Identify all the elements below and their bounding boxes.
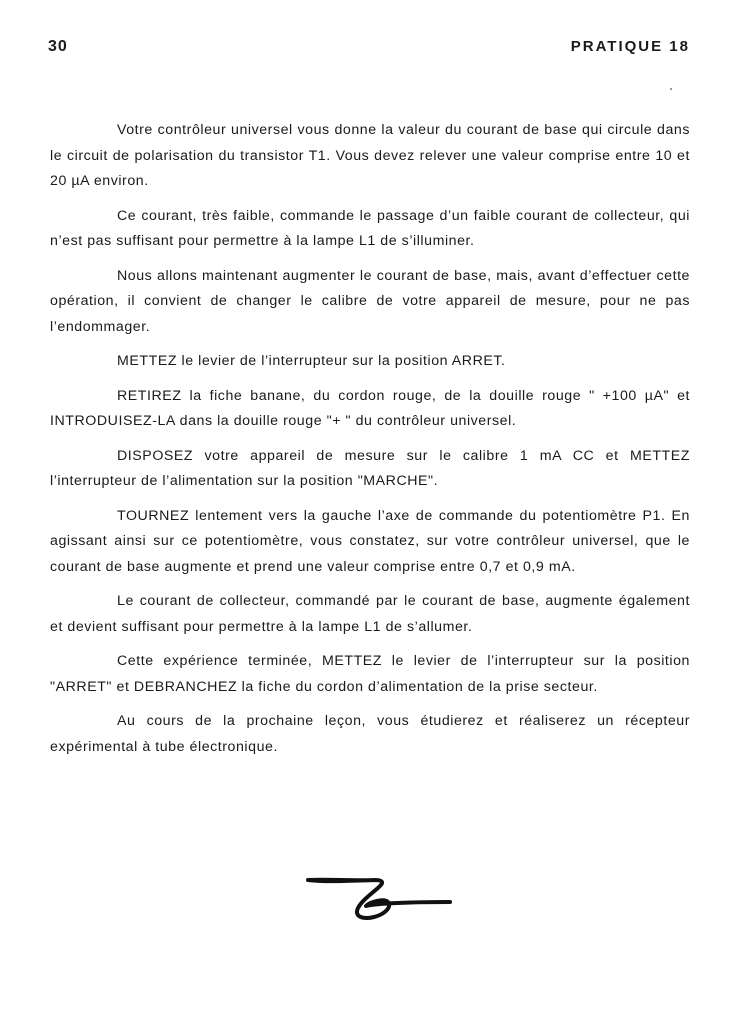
paragraph-experiment-end: Cette expérience terminée, METTEZ le levier de l’interrupteur sur la position "ARRET" et DEBRANCHEZ la fiche du cordon d’alimentation de la prise secteur. [50, 653, 690, 695]
running-title: PRATIQUE 18 [570, 38, 690, 55]
paragraph-lamp-lights: Le courant de collecteur, commandé par le courant de base, augmente également et devient suffisant pour permettre à la lampe L1 de s’allumer. [50, 593, 690, 635]
paragraph-next-lesson: Au cours de la prochaine leçon, vous étudierez et réaliserez un récepteur expérimental à tube électronique. [50, 713, 690, 755]
paragraph-base-current: Votre contrôleur universel vous donne la valeur du courant de base qui circule dans le circuit de polarisation du transistor T1. Vous devez relever une valeur comprise entre 10 et 20 µA environ. [50, 122, 690, 189]
page-number: 30 [48, 38, 68, 55]
paragraph-collector-current: Ce courant, très faible, commande le passage d’un faible courant de collecteur, qui n’est pas suffisant pour permettre à la lampe L1 de s’illuminer. [50, 207, 690, 249]
paragraph-switch-off: METTEZ le levier de l’interrupteur sur la position ARRET. [117, 353, 506, 369]
paragraph-set-range: DISPOSEZ votre appareil de mesure sur le calibre 1 mA CC et METTEZ l’interrupteur de l’alimentation sur la position "MARCHE". [50, 447, 690, 489]
scan-speck [670, 88, 672, 90]
paragraph-turn-potentiometer: TOURNEZ lentement vers la gauche l’axe de commande du potentiomètre P1. En agissant ainsi sur ce potentiomètre, vous constatez, sur votre contrôleur universel, que le courant de base augmente et prend une valeur comprise entre 0,7 et 0,9 mA. [50, 507, 690, 575]
paragraph-move-plug: RETIREZ la fiche banane, du cordon rouge, de la douille rouge " +100 µA" et INTRODUISEZ-LA dans la douille rouge "+ " du contrôleur universel. [50, 387, 690, 429]
end-flourish-icon [300, 862, 460, 932]
body-text [50, 118, 690, 769]
paragraph-change-range: Nous allons maintenant augmenter le courant de base, mais, avant d’effectuer cette opération, il convient de changer le calibre de votre appareil de mesure, pour ne pas l’endommager. [50, 267, 690, 335]
